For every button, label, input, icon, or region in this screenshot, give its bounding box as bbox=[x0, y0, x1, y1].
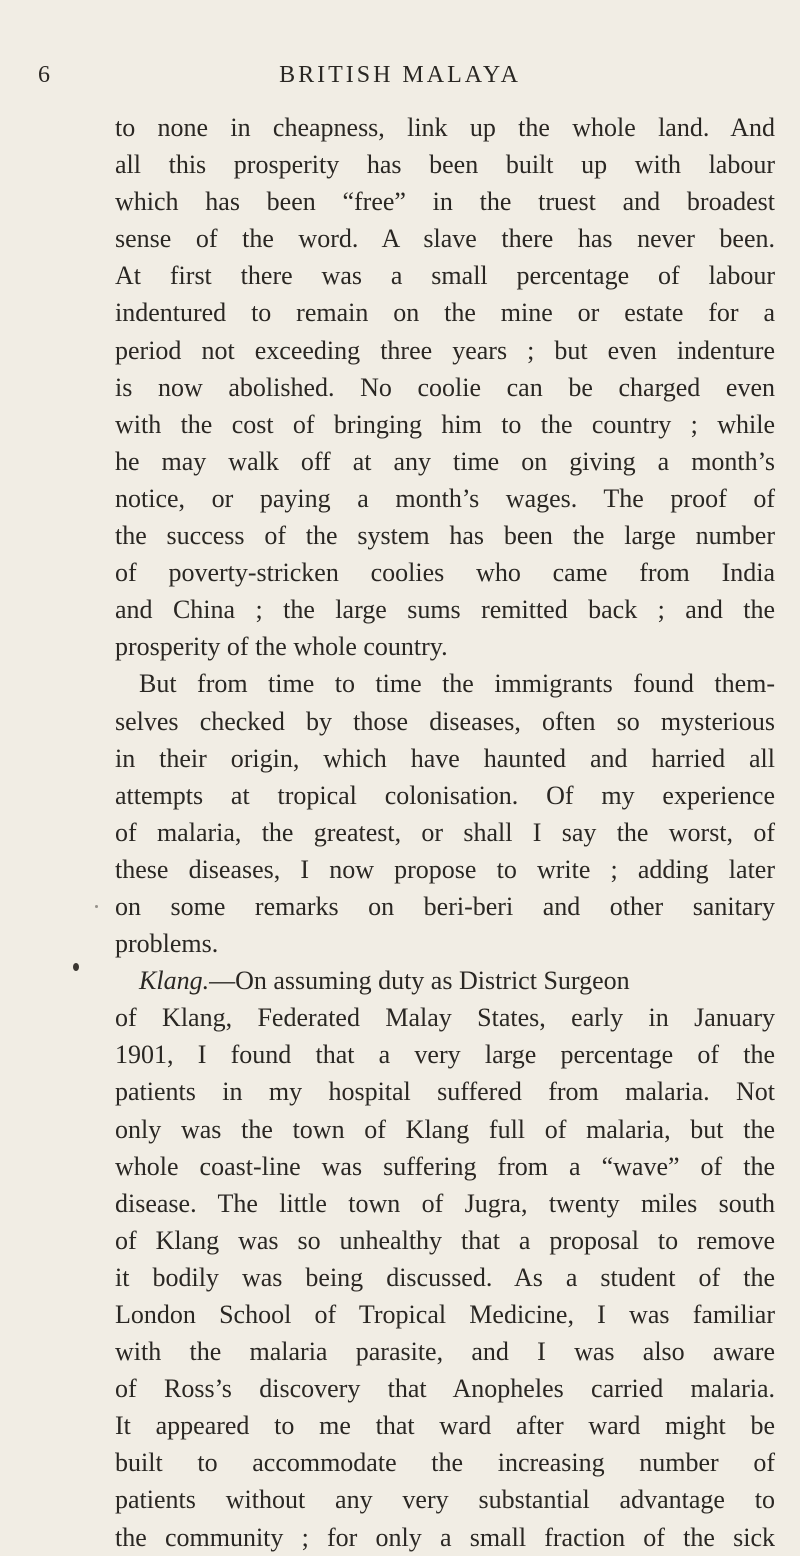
text-line: of Klang was so unhealthy that a proposal to remove bbox=[115, 1225, 775, 1255]
text-line: of poverty-stricken coolies who came from India bbox=[115, 558, 775, 588]
text-line: patients without any very substantial advantage to bbox=[115, 1485, 775, 1515]
text-line bbox=[115, 962, 775, 999]
text-line: selves checked by those diseases, often so mysterious bbox=[115, 706, 775, 736]
text-line: whole coast-line was suffering from a “wave” of the bbox=[115, 1151, 775, 1181]
text-line: period not exceeding three years ; but even indenture bbox=[115, 335, 775, 365]
text-line: built to accommodate the increasing number of bbox=[115, 1448, 775, 1478]
text-line: in their origin, which have haunted and harried all bbox=[115, 743, 775, 773]
text-line: the success of the system has been the large number bbox=[115, 521, 775, 551]
text-line: of malaria, the greatest, or shall I say the worst, of bbox=[115, 817, 775, 847]
text-line: to none in cheapness, link up the whole land. And bbox=[115, 113, 775, 142]
text-line: these diseases, I now propose to write ; adding later bbox=[115, 854, 775, 884]
paper-speck bbox=[95, 905, 98, 908]
text-line: indentured to remain on the mine or estate for a bbox=[115, 298, 775, 328]
text-line: London School of Tropical Medicine, I was familiar bbox=[115, 1300, 775, 1329]
text-line: attempts at tropical colonisation. Of my experience bbox=[115, 780, 775, 810]
text-line: At first there was a small percentage of labour bbox=[115, 261, 775, 291]
text-line: it bodily was being discussed. As a student of the bbox=[115, 1262, 775, 1292]
text-line: only was the town of Klang full of malaria, but the bbox=[115, 1114, 775, 1144]
text-line: notice, or paying a month’s wages. The proof of bbox=[115, 483, 775, 513]
text-line: which has been “free” in the truest and broadest bbox=[115, 187, 775, 217]
paper-speck bbox=[73, 963, 79, 971]
text-line: and China ; the large sums remitted back ; and the bbox=[115, 595, 775, 625]
running-head: BRITISH MALAYA bbox=[279, 62, 521, 88]
text-line: It appeared to me that ward after ward might be bbox=[115, 1411, 775, 1441]
text-line: disease. The little town of Jugra, twenty miles south bbox=[115, 1188, 775, 1218]
text-line: is now abolished. No coolie can be charged even bbox=[115, 372, 775, 402]
text-line: But from time to time the immigrants found them- bbox=[139, 669, 775, 699]
text-line: with the malaria parasite, and I was also aware bbox=[115, 1337, 775, 1367]
section-heading: Klang. bbox=[139, 966, 210, 996]
text-line: sense of the word. A slave there has never been. bbox=[115, 224, 775, 254]
text-line: on some remarks on beri-beri and other sanitary bbox=[115, 891, 775, 921]
text-line: patients in my hospital suffered from malaria. Not bbox=[115, 1077, 775, 1107]
text-line: 1901, I found that a very large percentage of the bbox=[115, 1040, 775, 1070]
page-number: 6 bbox=[38, 62, 51, 88]
text-line: prosperity of the whole country. bbox=[115, 632, 448, 662]
body-text bbox=[115, 109, 775, 1556]
text-line: of Klang, Federated Malay States, early in January bbox=[115, 1003, 775, 1033]
text-line: problems. bbox=[115, 929, 219, 959]
text-line: with the cost of bringing him to the country ; while bbox=[115, 409, 775, 439]
text-line: the community ; for only a small fraction of the sick bbox=[115, 1522, 775, 1552]
text-line: of Ross’s discovery that Anopheles carried malaria. bbox=[115, 1374, 775, 1404]
text-line: all this prosperity has been built up with labour bbox=[115, 150, 775, 180]
text-line: he may walk off at any time on giving a month’s bbox=[115, 446, 775, 476]
section-text: —On assuming duty as District Surgeon bbox=[209, 966, 630, 996]
